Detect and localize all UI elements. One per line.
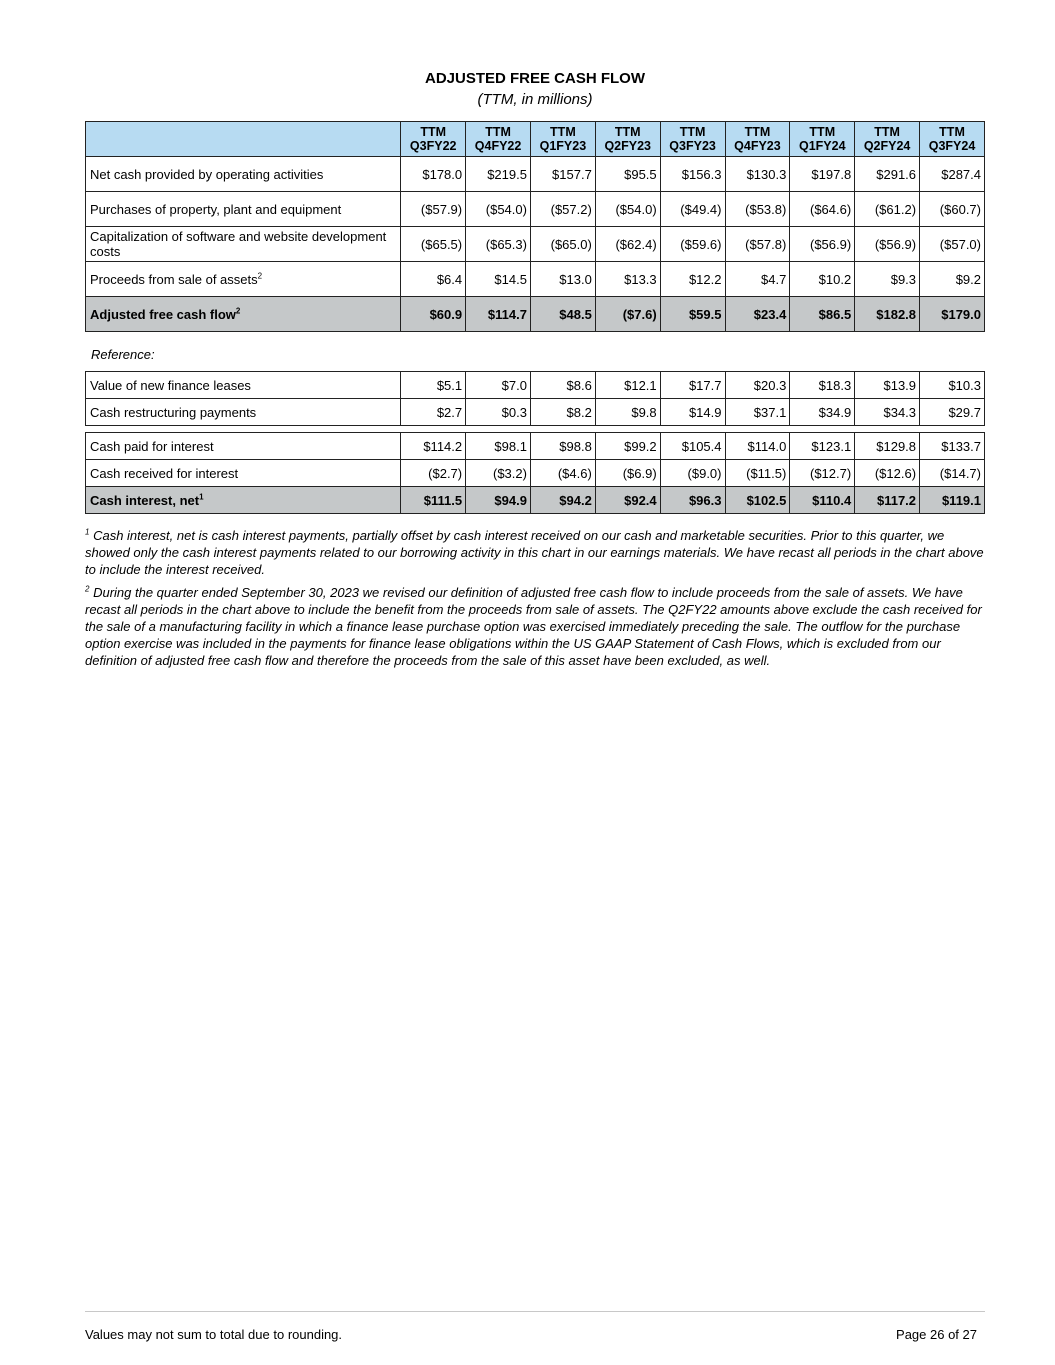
table-row — [86, 227, 985, 262]
value-cell: $9.3 — [855, 262, 920, 297]
value-cell: $197.8 — [790, 157, 855, 192]
row-label: Capitalization of software and website development costs — [86, 227, 401, 262]
value-cell: $7.0 — [466, 372, 531, 399]
value-cell: $5.1 — [401, 372, 466, 399]
value-cell: ($57.0) — [920, 227, 985, 262]
value-cell: $291.6 — [855, 157, 920, 192]
value-cell: $114.0 — [725, 433, 790, 460]
value-cell: $94.2 — [530, 487, 595, 514]
value-cell: $20.3 — [725, 372, 790, 399]
value-cell: ($49.4) — [660, 192, 725, 227]
reference-table-interest — [85, 432, 985, 514]
column-header: TTM Q3FY23 — [660, 122, 725, 157]
value-cell: $34.9 — [790, 399, 855, 426]
value-cell: $86.5 — [790, 297, 855, 332]
table-row — [86, 399, 985, 426]
value-cell: ($59.6) — [660, 227, 725, 262]
footnotes — [85, 527, 987, 675]
value-cell: $14.9 — [660, 399, 725, 426]
table-row — [86, 192, 985, 227]
value-cell: $96.3 — [660, 487, 725, 514]
value-cell: ($12.6) — [855, 460, 920, 487]
value-cell: $123.1 — [790, 433, 855, 460]
value-cell: ($54.0) — [466, 192, 531, 227]
column-header: TTM Q2FY23 — [595, 122, 660, 157]
value-cell: $12.2 — [660, 262, 725, 297]
value-cell: ($64.6) — [790, 192, 855, 227]
value-cell: $29.7 — [920, 399, 985, 426]
row-label: Net cash provided by operating activities — [86, 157, 401, 192]
row-label: Adjusted free cash flow$^2$ — [86, 297, 401, 332]
value-cell: $60.9 — [401, 297, 466, 332]
page-number: Page 26 of 27 — [896, 1327, 977, 1342]
table-header-row — [86, 122, 985, 157]
value-cell: $133.7 — [920, 433, 985, 460]
column-header: TTM Q2FY24 — [855, 122, 920, 157]
row-label: Proceeds from sale of assets$^2$ — [86, 262, 401, 297]
value-cell: $114.2 — [401, 433, 466, 460]
value-cell: ($11.5) — [725, 460, 790, 487]
table-row — [86, 460, 985, 487]
value-cell: $14.5 — [466, 262, 531, 297]
table-row — [86, 297, 985, 332]
value-cell: $130.3 — [725, 157, 790, 192]
value-cell: $179.0 — [920, 297, 985, 332]
value-cell: $157.7 — [530, 157, 595, 192]
value-cell: $102.5 — [725, 487, 790, 514]
value-cell: $98.1 — [466, 433, 531, 460]
value-cell: ($60.7) — [920, 192, 985, 227]
row-label: Purchases of property, plant and equipment — [86, 192, 401, 227]
value-cell: $2.7 — [401, 399, 466, 426]
column-header: TTM Q3FY22 — [401, 122, 466, 157]
column-header: TTM Q1FY24 — [790, 122, 855, 157]
value-cell: $12.1 — [595, 372, 660, 399]
table-row — [86, 487, 985, 514]
value-cell: $23.4 — [725, 297, 790, 332]
value-cell: ($3.2) — [466, 460, 531, 487]
adjusted-free-cash-flow-table — [85, 121, 985, 332]
column-header: TTM Q1FY23 — [530, 122, 595, 157]
value-cell: $48.5 — [530, 297, 595, 332]
value-cell: ($54.0) — [595, 192, 660, 227]
value-cell: $17.7 — [660, 372, 725, 399]
footnote: $^2$ During the quarter ended September 30, 2023 we revised our definition of adjusted free cash flow to include proceeds from the sale of assets. We have recast all periods in the chart above to include the benefit from the proceeds from sale of assets. The Q2FY22 amounts above exclude the cash received for the sale of a manufacturing facility in which a finance lease purchase option was exercised immediately preceding the sale. The outflow for the purchase option exercise was included in the payments for finance lease obligations within the US GAAP Statement of Cash Flows, which is excluded from our definition of adjusted free cash flow and therefore the proceeds from the sale of this asset have been excluded, as well. — [85, 584, 982, 668]
value-cell: $4.7 — [725, 262, 790, 297]
value-cell: ($57.2) — [530, 192, 595, 227]
value-cell: $95.5 — [595, 157, 660, 192]
value-cell: ($53.8) — [725, 192, 790, 227]
value-cell: $59.5 — [660, 297, 725, 332]
value-cell: $178.0 — [401, 157, 466, 192]
value-cell: $117.2 — [855, 487, 920, 514]
value-cell: ($56.9) — [790, 227, 855, 262]
value-cell: ($65.0) — [530, 227, 595, 262]
value-cell: ($57.9) — [401, 192, 466, 227]
table-row — [86, 372, 985, 399]
value-cell: $0.3 — [466, 399, 531, 426]
value-cell: $99.2 — [595, 433, 660, 460]
value-cell: $9.8 — [595, 399, 660, 426]
value-cell: $6.4 — [401, 262, 466, 297]
value-cell: ($7.6) — [595, 297, 660, 332]
header-blank-cell — [86, 122, 401, 157]
value-cell: $111.5 — [401, 487, 466, 514]
value-cell: ($4.6) — [530, 460, 595, 487]
row-label: Cash restructuring payments — [86, 399, 401, 426]
reference-table-leases — [85, 371, 985, 426]
value-cell: ($56.9) — [855, 227, 920, 262]
row-label: Value of new finance leases — [86, 372, 401, 399]
table-row — [86, 262, 985, 297]
value-cell: $98.8 — [530, 433, 595, 460]
rounding-note: Values may not sum to total due to rounding. — [85, 1327, 343, 1342]
value-cell: ($65.3) — [466, 227, 531, 262]
value-cell: $13.3 — [595, 262, 660, 297]
value-cell: $129.8 — [855, 433, 920, 460]
value-cell: $34.3 — [855, 399, 920, 426]
value-cell: ($61.2) — [855, 192, 920, 227]
value-cell: $114.7 — [466, 297, 531, 332]
table-row — [86, 157, 985, 192]
value-cell: $10.3 — [920, 372, 985, 399]
value-cell: $8.2 — [530, 399, 595, 426]
value-cell: ($9.0) — [660, 460, 725, 487]
value-cell: $92.4 — [595, 487, 660, 514]
value-cell: ($65.5) — [401, 227, 466, 262]
value-cell: $37.1 — [725, 399, 790, 426]
value-cell: $9.2 — [920, 262, 985, 297]
value-cell: ($2.7) — [401, 460, 466, 487]
table-row — [86, 433, 985, 460]
reference-label: Reference: — [91, 347, 155, 362]
value-cell: $110.4 — [790, 487, 855, 514]
value-cell: $287.4 — [920, 157, 985, 192]
value-cell: ($57.8) — [725, 227, 790, 262]
row-label: Cash received for interest — [86, 460, 401, 487]
row-label: Cash paid for interest — [86, 433, 401, 460]
value-cell: ($14.7) — [920, 460, 985, 487]
value-cell: $13.0 — [530, 262, 595, 297]
value-cell: ($62.4) — [595, 227, 660, 262]
value-cell: $94.9 — [466, 487, 531, 514]
column-header: TTM Q3FY24 — [920, 122, 985, 157]
value-cell: ($6.9) — [595, 460, 660, 487]
value-cell: $10.2 — [790, 262, 855, 297]
column-header: TTM Q4FY22 — [466, 122, 531, 157]
value-cell: $105.4 — [660, 433, 725, 460]
value-cell: $156.3 — [660, 157, 725, 192]
value-cell: $219.5 — [466, 157, 531, 192]
column-header: TTM Q4FY23 — [725, 122, 790, 157]
page-title: ADJUSTED FREE CASH FLOW — [424, 70, 645, 87]
value-cell: $182.8 — [855, 297, 920, 332]
value-cell: $13.9 — [855, 372, 920, 399]
row-label: Cash interest, net$^1$ — [86, 487, 401, 514]
footnote: $^1$ Cash interest, net is cash interest payments, partially offset by cash interest received on our cash and marketable securities. Prior to this quarter, we showed only the cash interest payments related to our borrowing activity in this chart in our earnings materials. We have recast all periods in the chart above to include the interest received. — [85, 527, 984, 577]
value-cell: $119.1 — [920, 487, 985, 514]
value-cell: $18.3 — [790, 372, 855, 399]
value-cell: $8.6 — [530, 372, 595, 399]
page-subtitle: (TTM, in millions) — [477, 91, 593, 108]
value-cell: ($12.7) — [790, 460, 855, 487]
footer-divider — [85, 1311, 985, 1312]
